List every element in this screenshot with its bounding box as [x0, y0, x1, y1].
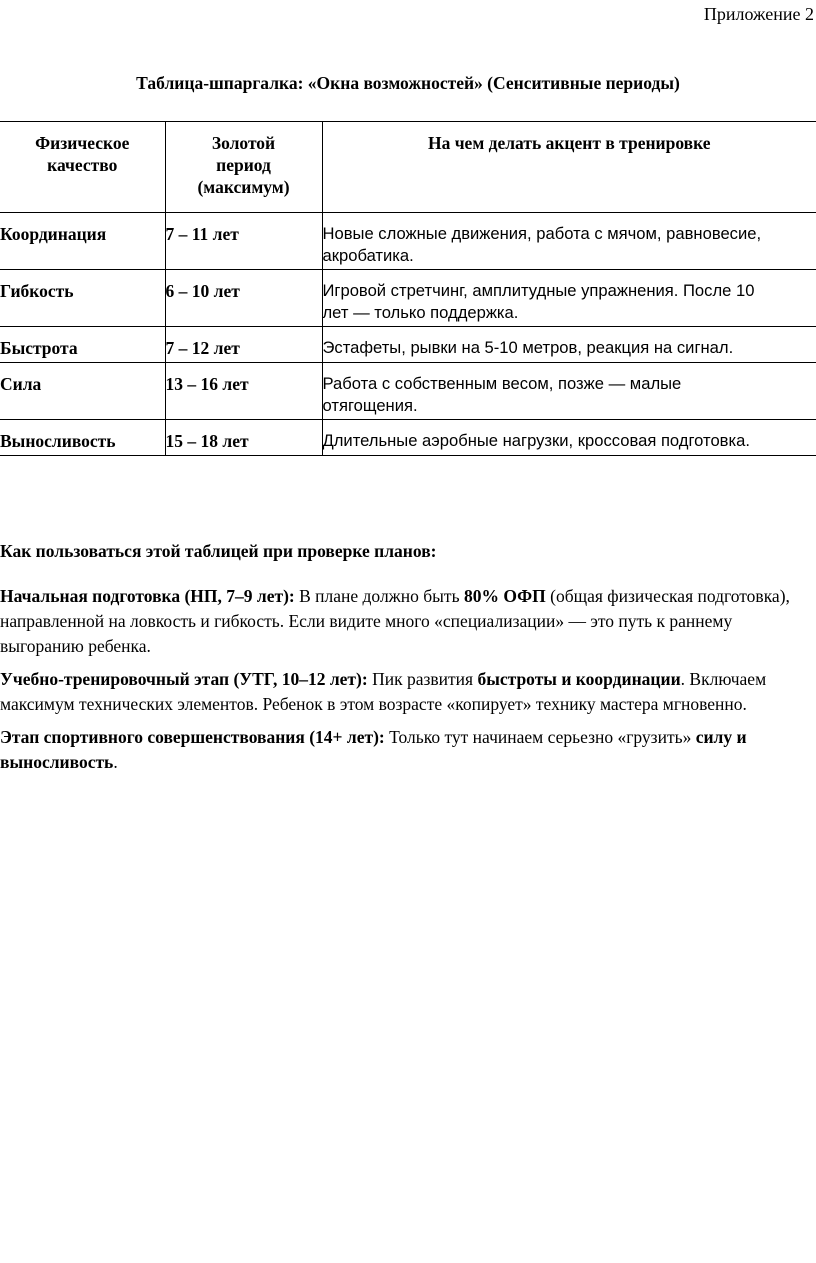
cell-period: 7 – 12 лет [165, 327, 322, 363]
table-row [0, 420, 816, 456]
header-focus: На чем делать акцент в тренировке [322, 122, 816, 213]
cell-quality: Выносливость [0, 420, 165, 456]
header-quality: Физическое качество [0, 122, 165, 213]
guide-np-paragraph: Начальная подготовка (НП, 7–9 лет): В плане должно быть 80% ОФП (общая физическая подготовка), направленной на ловкость и гибкость. Если видите много «специализации» — это путь к раннему выгоранию ребенка. [0, 586, 790, 656]
table-row [0, 363, 816, 420]
header-period: Золотой период (максимум) [165, 122, 322, 213]
table-row [0, 270, 816, 327]
guide-utg-paragraph: Учебно-тренировочный этап (УТГ, 10–12 лет): Пик развития быстроты и координации. Включаем максимум технических элементов. Ребенок в этом возрасте «копирует» технику мастера мгновенно. [0, 669, 767, 714]
cell-quality: Гибкость [0, 270, 165, 327]
page-title: Таблица-шпаргалка: «Окна возможностей» (Сенситивные периоды) [136, 73, 680, 93]
guide-heading: Как пользоваться этой таблицей при проверке планов: [0, 541, 437, 561]
cell-period: 13 – 16 лет [165, 363, 322, 420]
table-header-row [0, 122, 816, 213]
cell-focus: Эстафеты, рывки на 5-10 метров, реакция на сигнал. [322, 327, 816, 363]
cell-quality: Координация [0, 213, 165, 270]
utg-label: Учебно-тренировочный этап (УТГ, 10–12 лет): [0, 669, 368, 689]
ss-label: Этап спортивного совершенствования (14+ лет): [0, 727, 385, 747]
table-row [0, 213, 816, 270]
table-row [0, 327, 816, 363]
appendix-label: Приложение 2 [703, 4, 814, 24]
usage-guide [0, 540, 816, 783]
cell-period: 6 – 10 лет [165, 270, 322, 327]
cell-focus: Новые сложные движения, работа с мячом, равновесие, акробатика. [322, 213, 816, 270]
cell-quality: Сила [0, 363, 165, 420]
cell-focus: Длительные аэробные нагрузки, кроссовая подготовка. [322, 420, 816, 456]
sensitive-periods-table [0, 121, 816, 456]
cell-period: 7 – 11 лет [165, 213, 322, 270]
cell-period: 15 – 18 лет [165, 420, 322, 456]
guide-ss-paragraph: Этап спортивного совершенствования (14+ лет): Только тут начинаем серьезно «грузить» силу и выносливость. [0, 727, 747, 772]
np-label: Начальная подготовка (НП, 7–9 лет): [0, 586, 295, 606]
cell-quality: Быстрота [0, 327, 165, 363]
cell-focus: Игровой стретчинг, амплитудные упражнения. После 10 лет — только поддержка. [322, 270, 816, 327]
cell-focus: Работа с собственным весом, позже — малые отягощения. [322, 363, 816, 420]
